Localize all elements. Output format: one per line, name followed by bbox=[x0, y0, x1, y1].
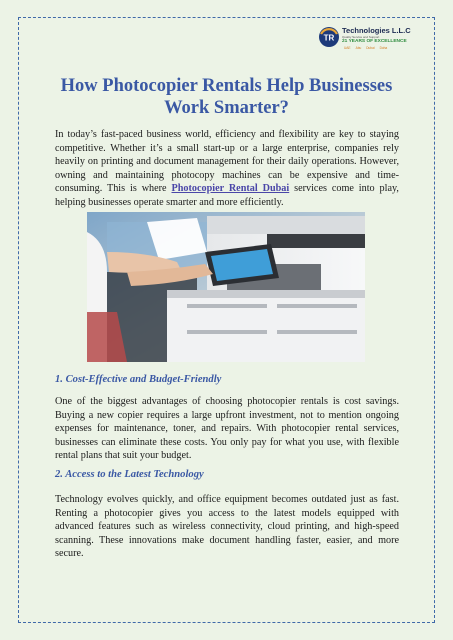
logo-company-name: Technologies L.L.C bbox=[342, 26, 411, 35]
logo-city: Abu bbox=[355, 46, 362, 50]
intro-paragraph bbox=[55, 128, 399, 210]
logo-emblem-icon bbox=[318, 26, 340, 48]
svg-text:TR: TR bbox=[323, 33, 335, 43]
section-heading-latest-technology: 2. Access to the Latest Technology bbox=[55, 469, 204, 480]
page-title: How Photocopier Rentals Help Businesses Work Smarter? bbox=[60, 76, 393, 118]
section-heading-cost-effective: 1. Cost-Effective and Budget-Friendly bbox=[55, 374, 222, 385]
section-body-cost-effective: One of the biggest advantages of choosing photocopier rentals is cost savings. Buying a new copier requires a large upfront investment, not to mention ongoing expenses for maintenance, toner, and repairs. With photocopier rental services, businesses can eliminate these costs. You only pay for what you use, with flexible rental plans that suit your budget. bbox=[55, 396, 399, 462]
photocopier-rental-dubai-link[interactable]: Photocopier Rental Dubai bbox=[171, 183, 290, 195]
office-photocopier-photo bbox=[87, 212, 365, 362]
logo-city: Dubai bbox=[366, 46, 375, 50]
logo-city: UAE bbox=[344, 46, 351, 50]
logo-city: Doha bbox=[379, 46, 388, 50]
logo-years-badge: 21 YEARS OF EXCELLENCE bbox=[342, 39, 407, 44]
logo-cities bbox=[344, 46, 392, 50]
section-body-latest-technology: Technology evolves quickly, and office equipment becomes outdated just as fast. Renting a photocopier gives you access to the latest models equipped with advanced features such as wireless connectivity, cloud printing, and high-speed scanning. These innovations make document handling faster, easier, and more secure. bbox=[55, 494, 399, 560]
intro-text-before-link: In today’s fast-paced business world, efficiency and flexibility are key to staying competitive. Whether it’s a small start-up or a large enterprise, companies rely heavily on printing and document management for their daily operations. However, owning and maintaining photocopy machines can be expensive and time-consuming. This is where bbox=[55, 129, 399, 195]
intro-text-after-link: services come into play, helping businesses operate smarter and more efficiently. bbox=[55, 183, 399, 208]
photocopier-illustration bbox=[87, 212, 365, 362]
company-logo bbox=[318, 25, 418, 51]
logo-tagline: Quality Service and Support bbox=[342, 35, 380, 39]
